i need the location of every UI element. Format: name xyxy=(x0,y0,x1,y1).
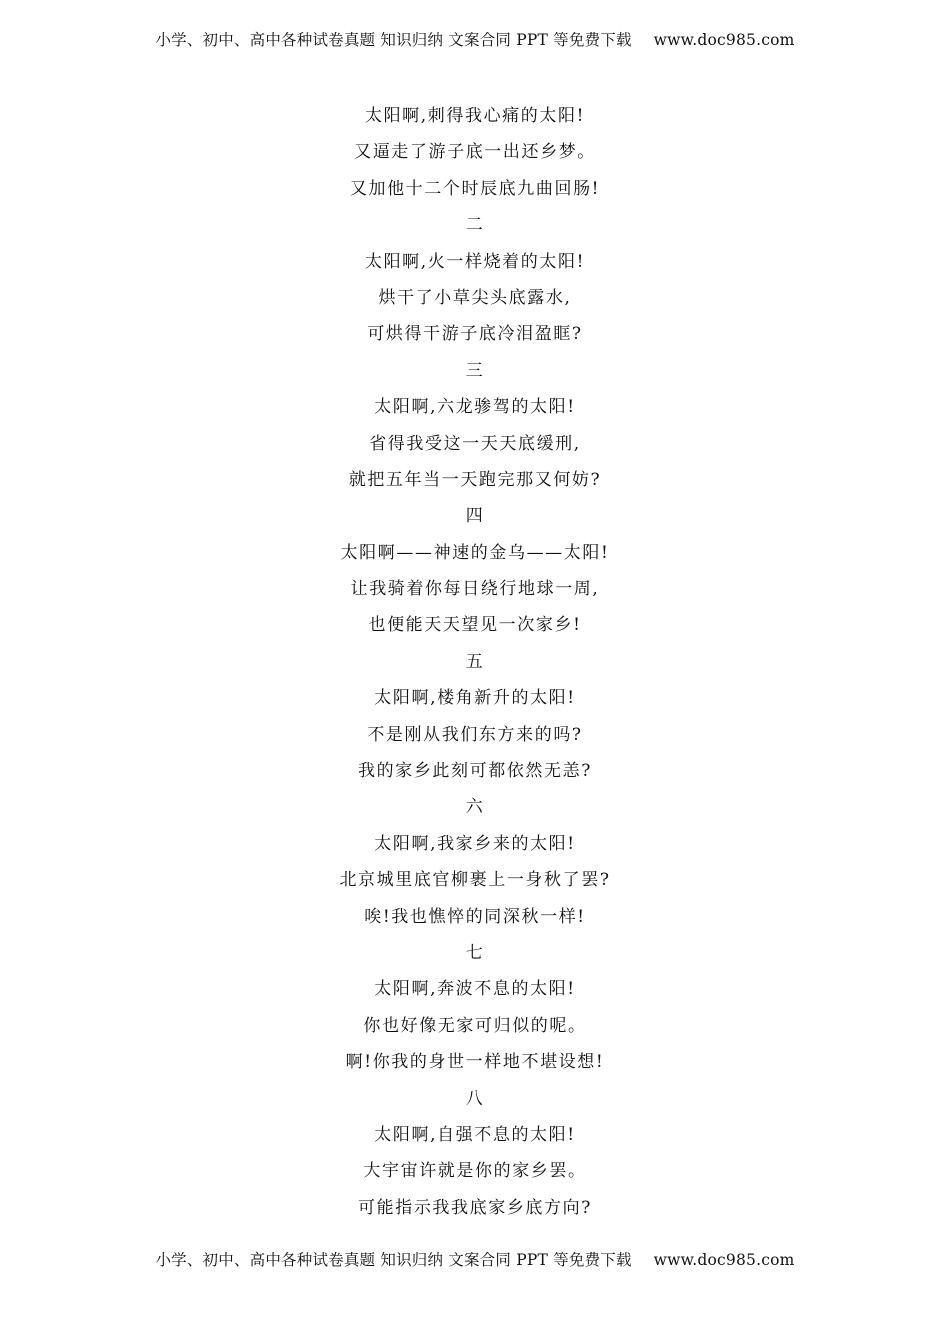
poem-line: 太阳啊——神速的金乌——太阳! xyxy=(340,542,610,563)
section-number: 三 xyxy=(465,360,485,381)
poem-line: 不是刚从我们东方来的吗? xyxy=(367,724,583,745)
poem-line: 太阳啊,六龙骖驾的太阳! xyxy=(374,397,576,418)
poem-line: 又逼走了游子底一出还乡梦。 xyxy=(354,142,596,163)
poem-line: 太阳啊,我家乡来的太阳! xyxy=(374,833,576,854)
poem-line: 啊!你我的身世一样地不堪设想! xyxy=(345,1052,605,1073)
poem-line: 北京城里底官柳裹上一身秋了罢? xyxy=(339,870,611,891)
section-number: 八 xyxy=(465,1088,485,1109)
poem-line: 也便能天天望见一次家乡! xyxy=(368,615,582,636)
poem-line: 太阳啊,奔波不息的太阳! xyxy=(374,979,576,1000)
poem-line: 就把五年当一天跑完那又何妨? xyxy=(348,469,602,490)
footer-text: 小学、初中、高中各种试卷真题 知识归纳 文案合同 PPT 等免费下载 xyxy=(155,1251,632,1269)
section-number: 二 xyxy=(465,215,485,236)
poem-line: 大宇宙许就是你的家乡罢。 xyxy=(363,1161,587,1182)
poem-line: 太阳啊,楼角新升的太阳! xyxy=(374,688,576,709)
poem-line: 省得我受这一天天底缓刑, xyxy=(369,433,581,454)
poem-line: 可能指示我我底家乡底方向? xyxy=(358,1197,592,1218)
poem-line: 太阳啊,火一样烧着的太阳! xyxy=(364,251,586,272)
poem-line: 太阳啊,自强不息的太阳! xyxy=(374,1124,576,1145)
section-number: 四 xyxy=(465,506,485,527)
poem-line: 唉!我也憔悴的同深秋一样! xyxy=(364,906,586,927)
section-number: 五 xyxy=(465,651,485,672)
poem-line: 又加他十二个时辰底九曲回肠! xyxy=(349,178,601,199)
poem-line: 让我骑着你每日绕行地球一周, xyxy=(350,579,600,600)
poem-line: 你也好像无家可归似的呢。 xyxy=(363,1015,587,1036)
poem-line: 烘干了小草尖头底露水, xyxy=(378,287,572,308)
section-number: 六 xyxy=(465,797,485,818)
header-site-link[interactable]: www.doc985.com xyxy=(653,31,795,49)
footer-site-link[interactable]: www.doc985.com xyxy=(653,1251,795,1269)
header-text: 小学、初中、高中各种试卷真题 知识归纳 文案合同 PPT 等免费下载 xyxy=(155,31,632,49)
poem-line: 可烘得干游子底冷泪盈眶? xyxy=(367,324,583,345)
poem-body xyxy=(0,98,950,1226)
page-footer xyxy=(0,1248,950,1270)
poem-line: 我的家乡此刻可都依然无恙? xyxy=(358,761,592,782)
poem-line: 太阳啊,刺得我心痛的太阳! xyxy=(364,106,586,126)
page-header xyxy=(0,28,950,50)
section-number: 七 xyxy=(465,942,485,963)
